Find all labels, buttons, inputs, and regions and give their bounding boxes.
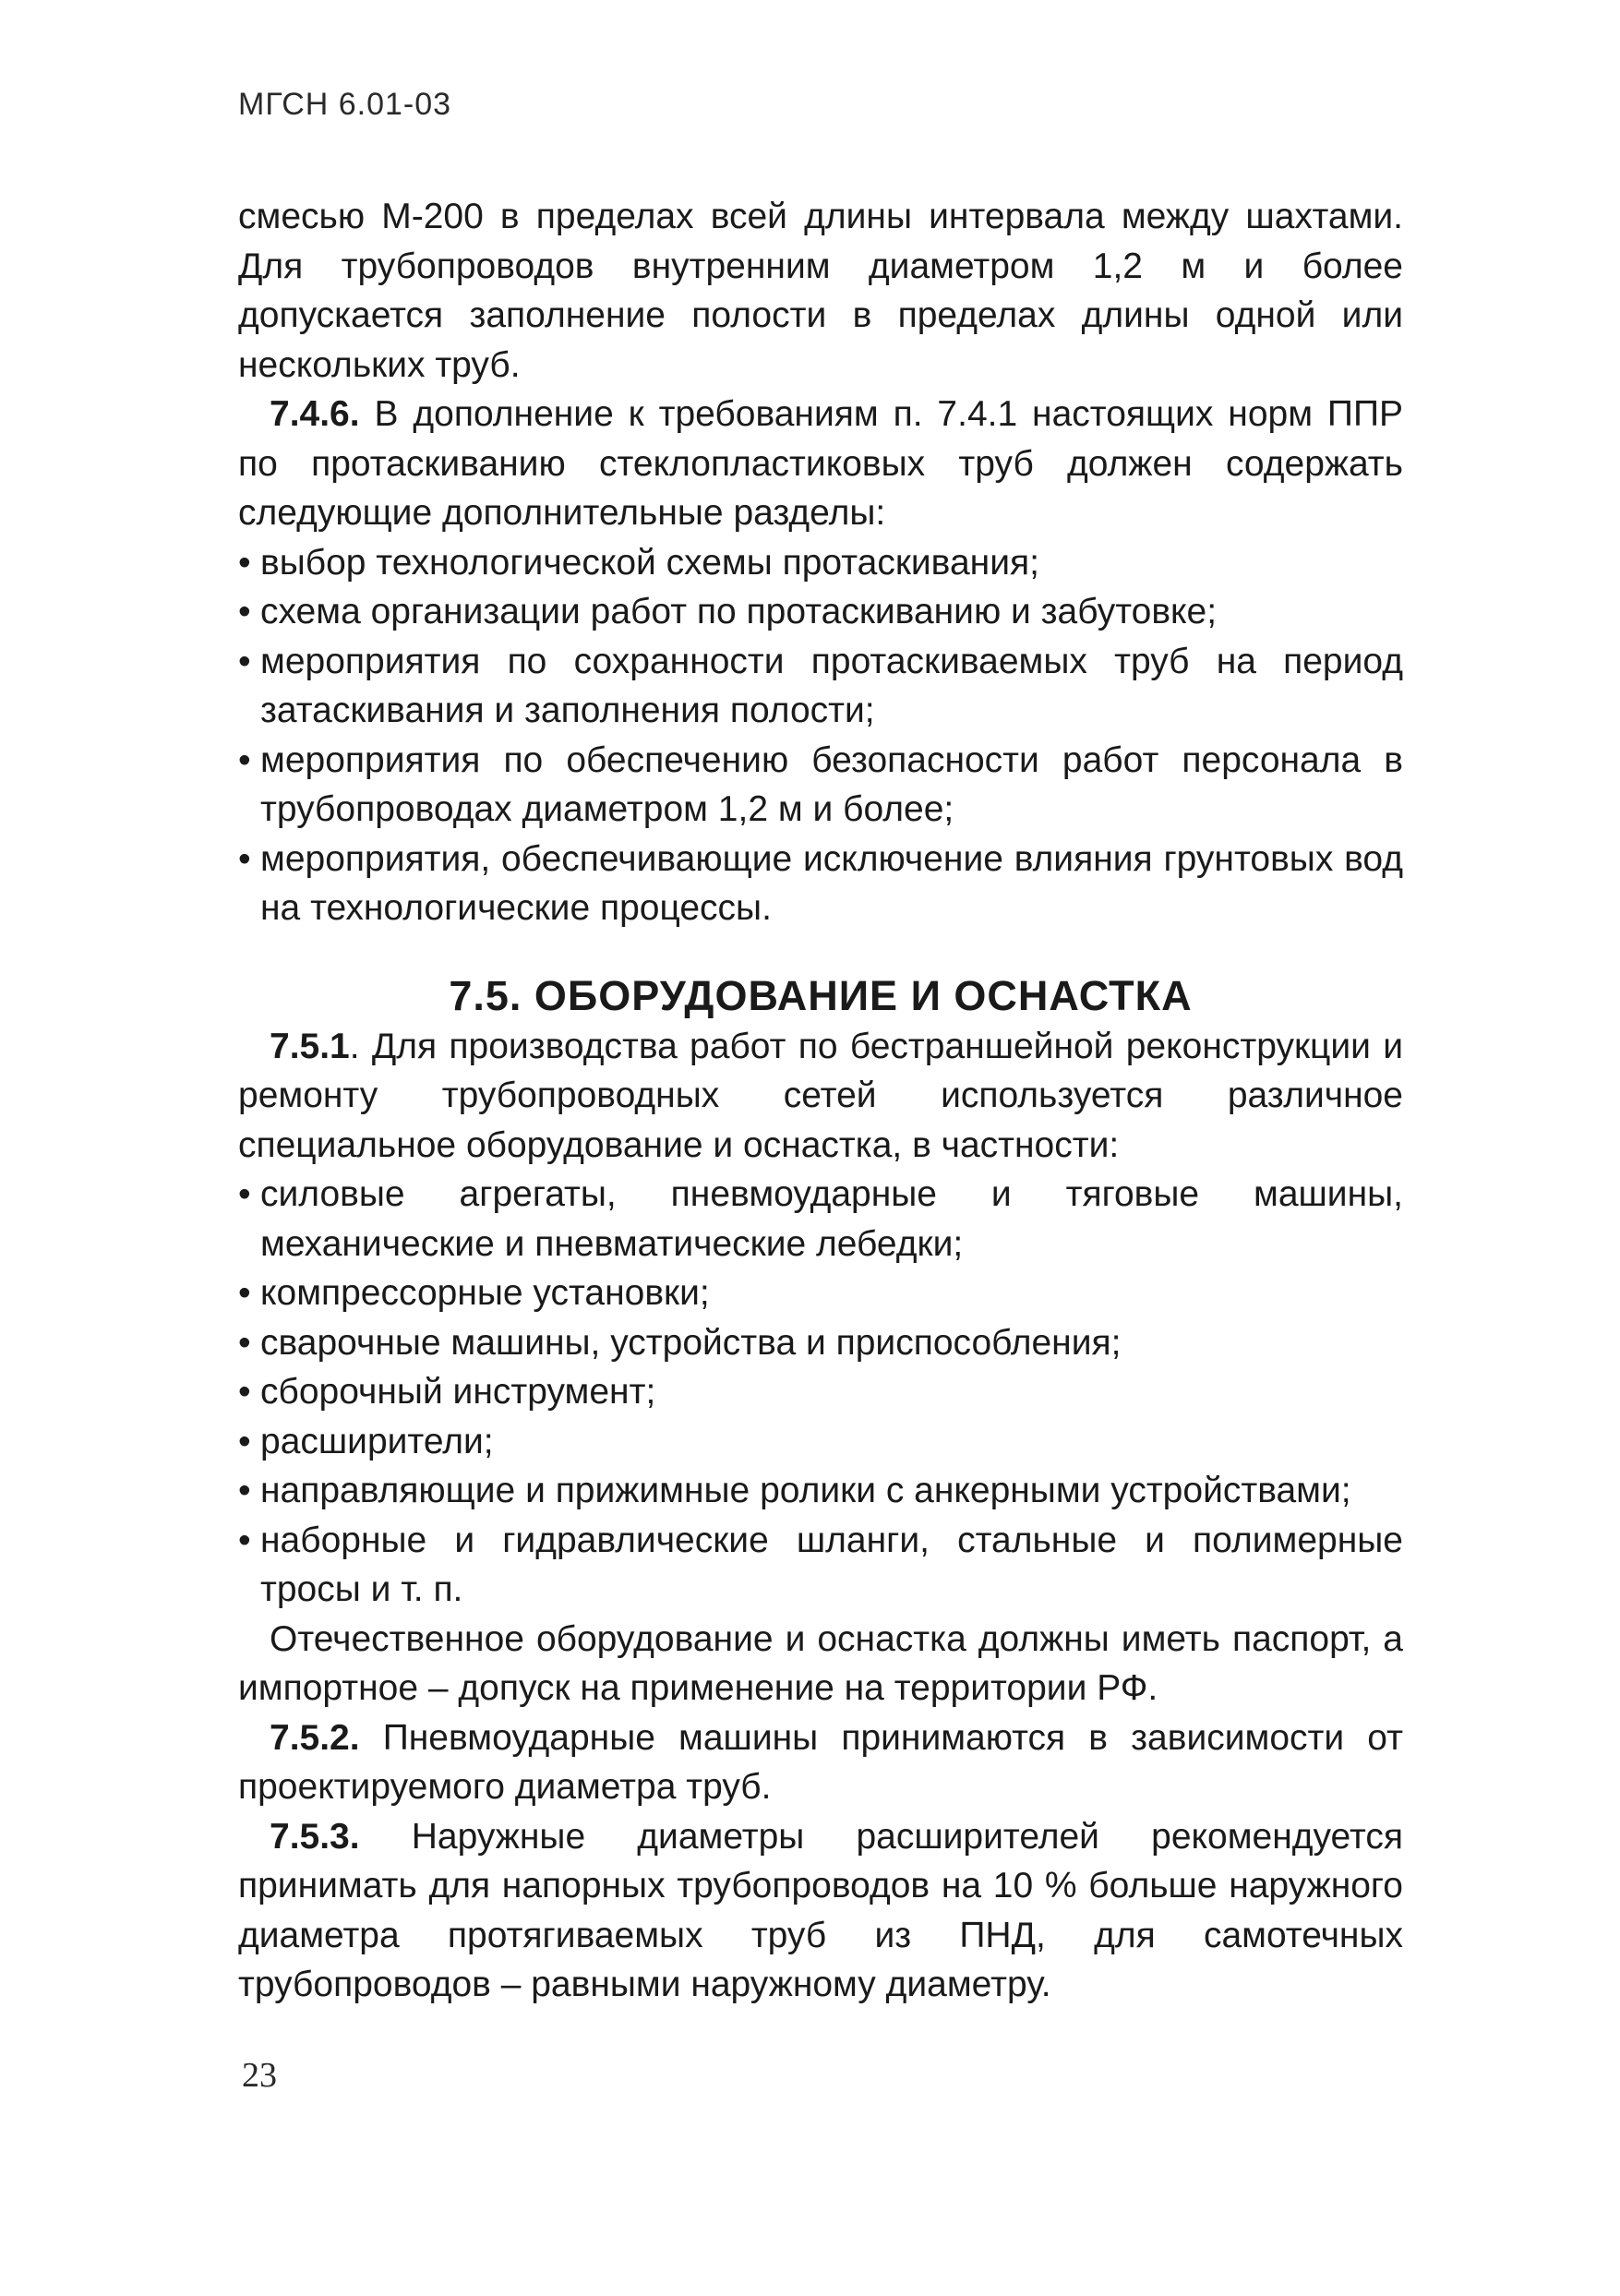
list-item: • выбор технологической схемы протаскивания;: [238, 538, 1403, 588]
clause-number: 7.5.2.: [270, 1717, 360, 1758]
bullet-icon: •: [238, 542, 251, 583]
equipment-list: [238, 1170, 1403, 1615]
paragraph-7-4-6: [238, 390, 1403, 538]
list-item: • сборочный инструмент;: [238, 1367, 1403, 1417]
paragraph-7-5-2: [238, 1713, 1403, 1812]
list-item: • наборные и гидравлические шланги, стальные и полимерные тросы и т. п.: [238, 1516, 1403, 1615]
paragraph-continuation: смесью М-200 в пределах всей длины интервала между шахтами. Для трубопроводов внутренним диаметром 1,2 м и более допускается заполнение полости в пределах длины одной или нескольких труб.: [238, 197, 1403, 385]
requirements-list: [238, 538, 1403, 933]
bullet-icon: •: [238, 838, 251, 879]
clause-number: 7.5.3.: [270, 1816, 360, 1857]
bullet-icon: •: [238, 1174, 251, 1214]
bullet-icon: •: [238, 1520, 251, 1560]
paragraph-certification: Отечественное оборудование и оснастка должны иметь паспорт, а импортное – допуск на применение на территории РФ.: [238, 1618, 1403, 1708]
bullet-icon: •: [238, 1322, 251, 1363]
running-head: МГСН 6.01-03: [238, 87, 452, 122]
bullet-icon: •: [238, 641, 251, 681]
list-item: • мероприятия по обеспечению безопасности работ персонала в трубопроводах диаметром 1,2 м и более;: [238, 736, 1403, 835]
list-item: • направляющие и прижимные ролики с анкерными устройствами;: [238, 1466, 1403, 1516]
bullet-icon: •: [238, 1471, 251, 1510]
section-title: 7.5. ОБОРУДОВАНИЕ И ОСНАСТКА: [449, 971, 1193, 1019]
page-body: [238, 192, 1403, 2010]
clause-text: Пневмоударные машины принимаются в зависимости от проектируемого диаметра труб.: [238, 1717, 1403, 1807]
bullet-icon: •: [238, 739, 251, 780]
bullet-icon: •: [238, 1372, 251, 1412]
bullet-icon: •: [238, 1273, 251, 1313]
list-item: • расширители;: [238, 1417, 1403, 1467]
list-item: • схема организации работ по протаскиванию и забутовке;: [238, 587, 1403, 637]
bullet-icon: •: [238, 1421, 251, 1461]
clause-number: 7.5.1: [270, 1026, 350, 1066]
paragraph-7-5-3: [238, 1812, 1403, 2010]
list-item: • компрессорные установки;: [238, 1268, 1403, 1318]
clause-text: . Для производства работ по бестраншейной реконструкции и ремонту трубопроводных сетей используется различное специальное оборудование и оснастка, в частности:: [238, 1026, 1403, 1165]
paragraph-7-5-1: [238, 1022, 1403, 1171]
bullet-icon: •: [238, 592, 251, 631]
list-item: • сварочные машины, устройства и приспособления;: [238, 1318, 1403, 1368]
list-item: • силовые агрегаты, пневмоударные и тяговые машины, механические и пневматические лебедки;: [238, 1170, 1403, 1268]
page-number: 23: [242, 2056, 277, 2095]
clause-text: Наружные диаметры расширителей рекомендуется принимать для напорных трубопроводов на 10 % больше наружного диаметра протягиваемых труб из ПНД, для самотечных трубопроводов – равными наружному диаметру.: [238, 1816, 1403, 2004]
clause-text: В дополнение к требованиям п. 7.4.1 настоящих норм ППР по протаскиванию стеклопластиковых труб должен содержать следующие дополнительные разделы:: [238, 394, 1403, 533]
list-item: • мероприятия по сохранности протаскиваемых труб на период затаскивания и заполнения полости;: [238, 637, 1403, 736]
clause-number: 7.4.6.: [270, 394, 360, 434]
list-item: • мероприятия, обеспечивающие исключение влияния грунтовых вод на технологические процессы.: [238, 835, 1403, 933]
